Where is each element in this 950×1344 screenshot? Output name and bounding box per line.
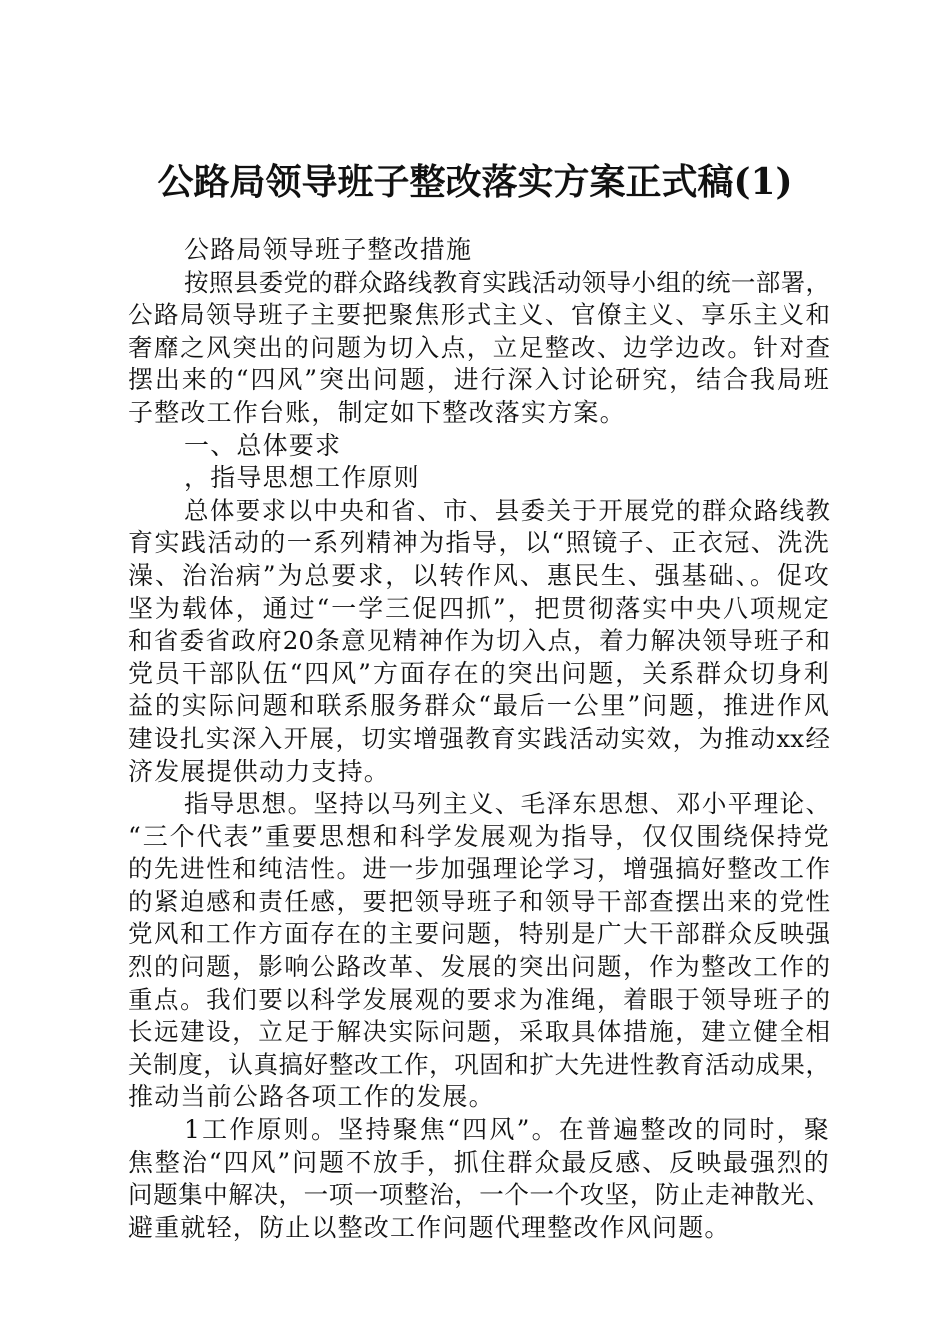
text-line: 济发展提供动力支持。: [128, 756, 391, 786]
text-line: 长远建设，立足于解决实际问题，采取具体措施，建立健全相: [128, 1017, 830, 1047]
text-line: 焦整治“四风”问题不放手，抓住群众最反感、反映最强烈的: [128, 1147, 830, 1177]
text-line: “三个代表”重要思想和科学发展观为指导，仅仅围绕保持党: [128, 821, 830, 851]
text-line: 和省委省政府20条意见精神作为切入点，着力解决领导班子和: [128, 626, 830, 656]
text-line: 1工作原则。坚持聚焦“四风”。在普遍整改的同时，聚: [184, 1115, 830, 1145]
text-line: 的紧迫感和责任感，要把领导班子和领导干部查摆出来的党性: [128, 886, 830, 916]
text-line: 党员干部队伍“四风”方面存在的突出问题，关系群众切身利: [128, 658, 830, 688]
text-line: 推动当前公路各项工作的发展。: [128, 1082, 495, 1112]
text-line: 党风和工作方面存在的主要问题，特别是广大干部群众反映强: [128, 919, 830, 949]
text-line: 问题集中解决，一项一项整治，一个一个攻坚，防止走神散光、: [128, 1180, 830, 1210]
text-line: 澡、治治病”为总要求，以转作风、惠民生、强基础、。促攻: [128, 560, 830, 590]
text-line: 按照县委党的群众路线教育实践活动领导小组的统一部署，: [184, 267, 830, 297]
text-line: 育实践活动的一系列精神为指导，以“照镜子、正衣冠、洗洗: [128, 528, 830, 558]
text-line: 建设扎实深入开展，切实增强教育实践活动实效，为推动xx经: [128, 723, 830, 753]
text-line: ，指导思想工作原则: [184, 463, 420, 493]
text-line: 坚为载体，通过“一学三促四抓”，把贯彻落实中央八项规定: [128, 593, 830, 623]
text-line: 公路局领导班子主要把聚焦形式主义、官僚主义、享乐主义和: [128, 300, 830, 330]
text-line: 总体要求以中央和省、市、县委关于开展党的群众路线教: [184, 495, 830, 525]
text-line: 子整改工作台账，制定如下整改落实方案。: [128, 397, 626, 427]
text-line: 的先进性和纯洁性。进一步加强理论学习，增强搞好整改工作: [128, 854, 830, 884]
document-body: [128, 234, 830, 1244]
text-line: 奢靡之风突出的问题为切入点，立足整改、边学边改。针对查: [128, 332, 830, 362]
text-line: 公路局领导班子整改措施: [184, 235, 473, 264]
text-line: 烈的问题，影响公路改革、发展的突出问题，作为整改工作的: [128, 952, 830, 982]
text-line: 指导思想。坚持以马列主义、毛泽东思想、邓小平理论、: [184, 789, 830, 819]
text-line: 关制度，认真搞好整改工作，巩固和扩大先进性教育活动成果，: [128, 1049, 830, 1079]
text-line: 一、总体要求: [184, 430, 342, 460]
text-line: 避重就轻，防止以整改工作问题代理整改作风问题。: [128, 1212, 731, 1242]
document-title: 公路局领导班子整改落实方案正式稿(1): [157, 161, 793, 203]
text-line: 重点。我们要以科学发展观的要求为准绳，着眼于领导班子的: [128, 984, 830, 1014]
text-line: 益的实际问题和联系服务群众“最后一公里”问题，推进作风: [128, 691, 830, 721]
text-line: 摆出来的“四风”突出问题，进行深入讨论研究，结合我局班: [128, 365, 830, 395]
